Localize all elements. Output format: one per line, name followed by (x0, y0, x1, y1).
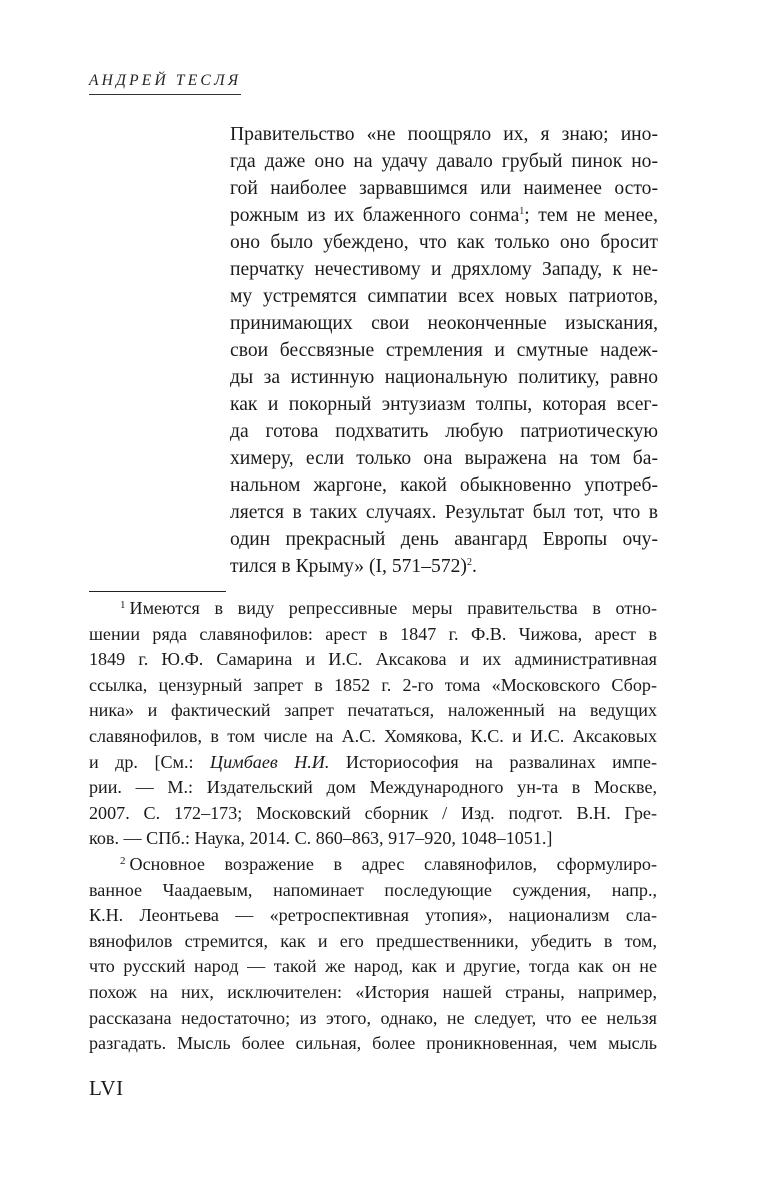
text-line: принимающих свои неоконченные изыскания, (230, 313, 658, 334)
footnote-line: рассказана недостаточно; из этого, однако, не следует, что ее нельзя (89, 1007, 657, 1028)
footnote-ref-1[interactable]: 1 (519, 206, 525, 217)
text-line: ляется в таких случаях. Результат был тот, что в (230, 502, 658, 523)
footnote-number: 2 (120, 855, 126, 867)
footnote-line: 2007. С. 172–173; Московский сборник / Изд. подгот. В.Н. Гре- (89, 802, 657, 823)
author-name-italic: Цимбаев Н.И. (210, 751, 330, 772)
text-segment: Основное возражение в адрес славянофилов, сформулиро- (129, 854, 657, 874)
footnote-line: вянофилов стремится, как и его предшественники, убедить в том, (89, 930, 657, 951)
text-line: нальном жаргоне, какой обыкновенно употреб- (230, 475, 658, 496)
footnote-1 (89, 596, 657, 852)
text-segment: . (471, 556, 477, 577)
footnote-line: ванное Чаадаевым, напоминает последующие суждения, напр., (89, 879, 657, 900)
footnote-ref-2[interactable]: 2 (466, 557, 472, 568)
text-line: один прекрасный день авангард Европы очу- (230, 529, 658, 550)
footnote-line (89, 852, 657, 878)
text-line: гда даже оно на удачу давало грубый пинок но- (230, 151, 658, 172)
text-line: гой наиболее зарвавшимся или наименее осто- (230, 178, 658, 199)
footnote-line: шении ряда славянофилов: арест в 1847 г. Ф.В. Чижова, арест в (89, 623, 657, 644)
text-line: оно было убеждено, что как только оно бросит (230, 232, 658, 253)
text-segment: Историософия на развалинах импе- (329, 751, 657, 772)
footnote-line: похож на них, исключителен: «История нашей страны, например, (89, 981, 657, 1002)
footnote-line: ника» и фактический запрет печататься, наложенный на ведущих (89, 700, 657, 721)
text-line: перчатку нечестивому и дряхлому Западу, к не- (230, 259, 658, 280)
text-line: Правительство «не поощряло их, я знаю; ино- (230, 124, 658, 145)
footnote-line: 1849 г. Ю.Ф. Самарина и И.С. Аксакова и их административная (89, 649, 657, 670)
text-segment: ; тем не менее, (524, 205, 659, 226)
footnote-line: славянофилов, в том числе на А.С. Хомякова, К.С. и И.С. Аксаковых (89, 725, 657, 746)
footnote-number: 1 (120, 599, 126, 611)
text-line (230, 202, 658, 229)
text-segment: тился в Крыму» (I, 571–572) (230, 556, 467, 577)
footnote-line: разгадать. Мысль более сильная, более проникновенная, чем мысль (89, 1033, 657, 1054)
footnote-2 (89, 852, 657, 1057)
footnote-line (89, 596, 657, 622)
footnote-line: ков. — СПб.: Наука, 2014. С. 860–863, 917–920, 1048–1051.] (89, 828, 553, 849)
footnote-line (89, 750, 657, 776)
text-line: да готова подхватить любую патриотическую (230, 421, 658, 442)
text-segment: и др. [См.: (89, 751, 211, 772)
text-line: ды за истинную национальную политику, равно (230, 367, 658, 388)
footnote-separator (89, 591, 226, 592)
footnote-line: ссылка, цензурный запрет в 1852 г. 2-го тома «Московского Сбор- (89, 674, 657, 695)
running-head-author: АНДРЕЙ ТЕСЛЯ (89, 72, 241, 95)
text-line: химеру, если только она выражена на том ба- (230, 448, 658, 469)
page-number: LVI (89, 1076, 124, 1100)
text-segment: рожным из их блаженного сонма (230, 205, 520, 226)
text-line: му устремятся симпатии всех новых патриотов, (230, 286, 658, 307)
footnote-line: что русский народ — такой же народ, как и другие, тогда как он не (89, 956, 657, 977)
main-text-block (230, 121, 658, 580)
text-line (230, 553, 658, 580)
text-segment: Имеются в виду репрессивные меры правительства в отно- (129, 598, 657, 618)
footnote-line: К.Н. Леонтьева — «ретроспективная утопия», национализм сла- (89, 905, 657, 926)
text-line: как и покорный энтузиазм толпы, которая всег- (230, 394, 658, 415)
text-line: свои бессвязные стремления и смутные надеж- (230, 340, 658, 361)
footnote-line: рии. — М.: Издательский дом Международного ун-та в Москве, (89, 777, 657, 798)
